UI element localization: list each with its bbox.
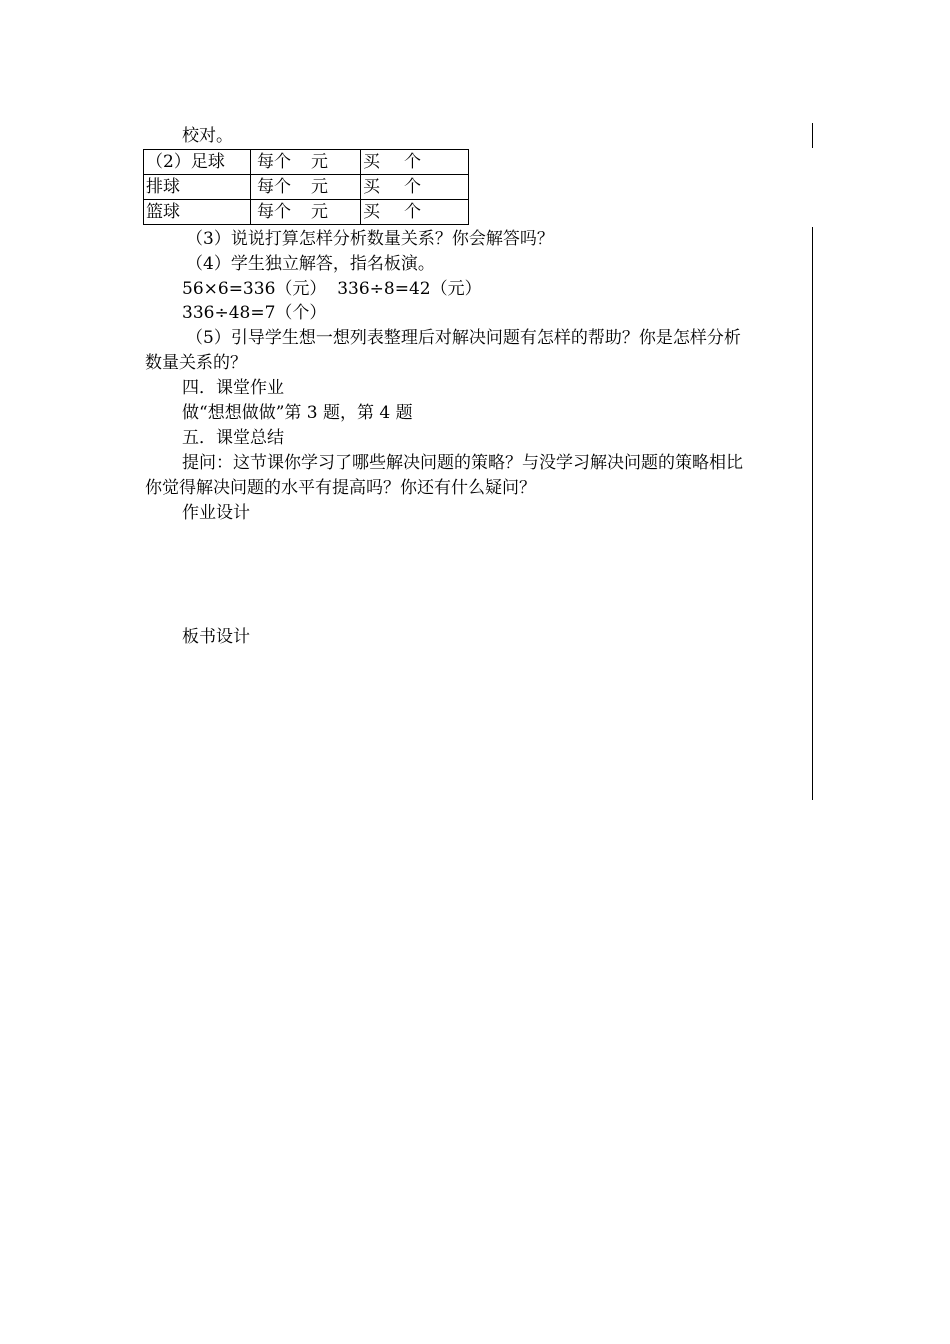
- table-cell-quantity: 买 个: [361, 150, 469, 175]
- question-5-line-1: （5）引导学生想一想列表整理后对解决问题有怎样的帮助？你是怎样分析: [186, 328, 741, 348]
- table-cell-price: 每个 元: [251, 200, 361, 225]
- question-5-line-2: 数量关系的？: [145, 353, 247, 373]
- table-cell-item: 篮球: [144, 200, 251, 225]
- section-heading-summary: 五．课堂总结: [182, 428, 284, 448]
- table-cell-quantity: 买 个: [361, 200, 469, 225]
- table-row: [144, 200, 469, 225]
- table-cell-price: 每个 元: [251, 150, 361, 175]
- margin-rule: [812, 227, 813, 800]
- calculation-line-1: 56×6=336（元） 336÷8=42（元）: [182, 279, 482, 299]
- summary-line-1: 提问：这节课你学习了哪些解决问题的策略？与没学习解决问题的策略相比: [182, 453, 743, 473]
- homework-assignment: 做“想想做做”第 3 题，第 4 题: [182, 403, 413, 423]
- ball-price-table: [143, 149, 469, 225]
- margin-rule-top: [812, 123, 813, 148]
- section-heading-homework: 四．课堂作业: [182, 378, 284, 398]
- homework-design-heading: 作业设计: [182, 503, 250, 523]
- summary-line-2: 你觉得解决问题的水平有提高吗？你还有什么疑问？: [145, 478, 536, 498]
- table-cell-quantity: 买 个: [361, 175, 469, 200]
- table-cell-item: （2）足球: [144, 150, 251, 175]
- proofread-line: 校对。: [182, 126, 233, 146]
- table-cell-item: 排球: [144, 175, 251, 200]
- table-row: [144, 150, 469, 175]
- calculation-line-2: 336÷48=7（个）: [182, 303, 327, 323]
- board-design-heading: 板书设计: [182, 627, 250, 647]
- question-3: （3）说说打算怎样分析数量关系？你会解答吗？: [186, 229, 554, 249]
- question-4: （4）学生独立解答，指名板演。: [186, 254, 435, 274]
- table-row: [144, 175, 469, 200]
- table-cell-price: 每个 元: [251, 175, 361, 200]
